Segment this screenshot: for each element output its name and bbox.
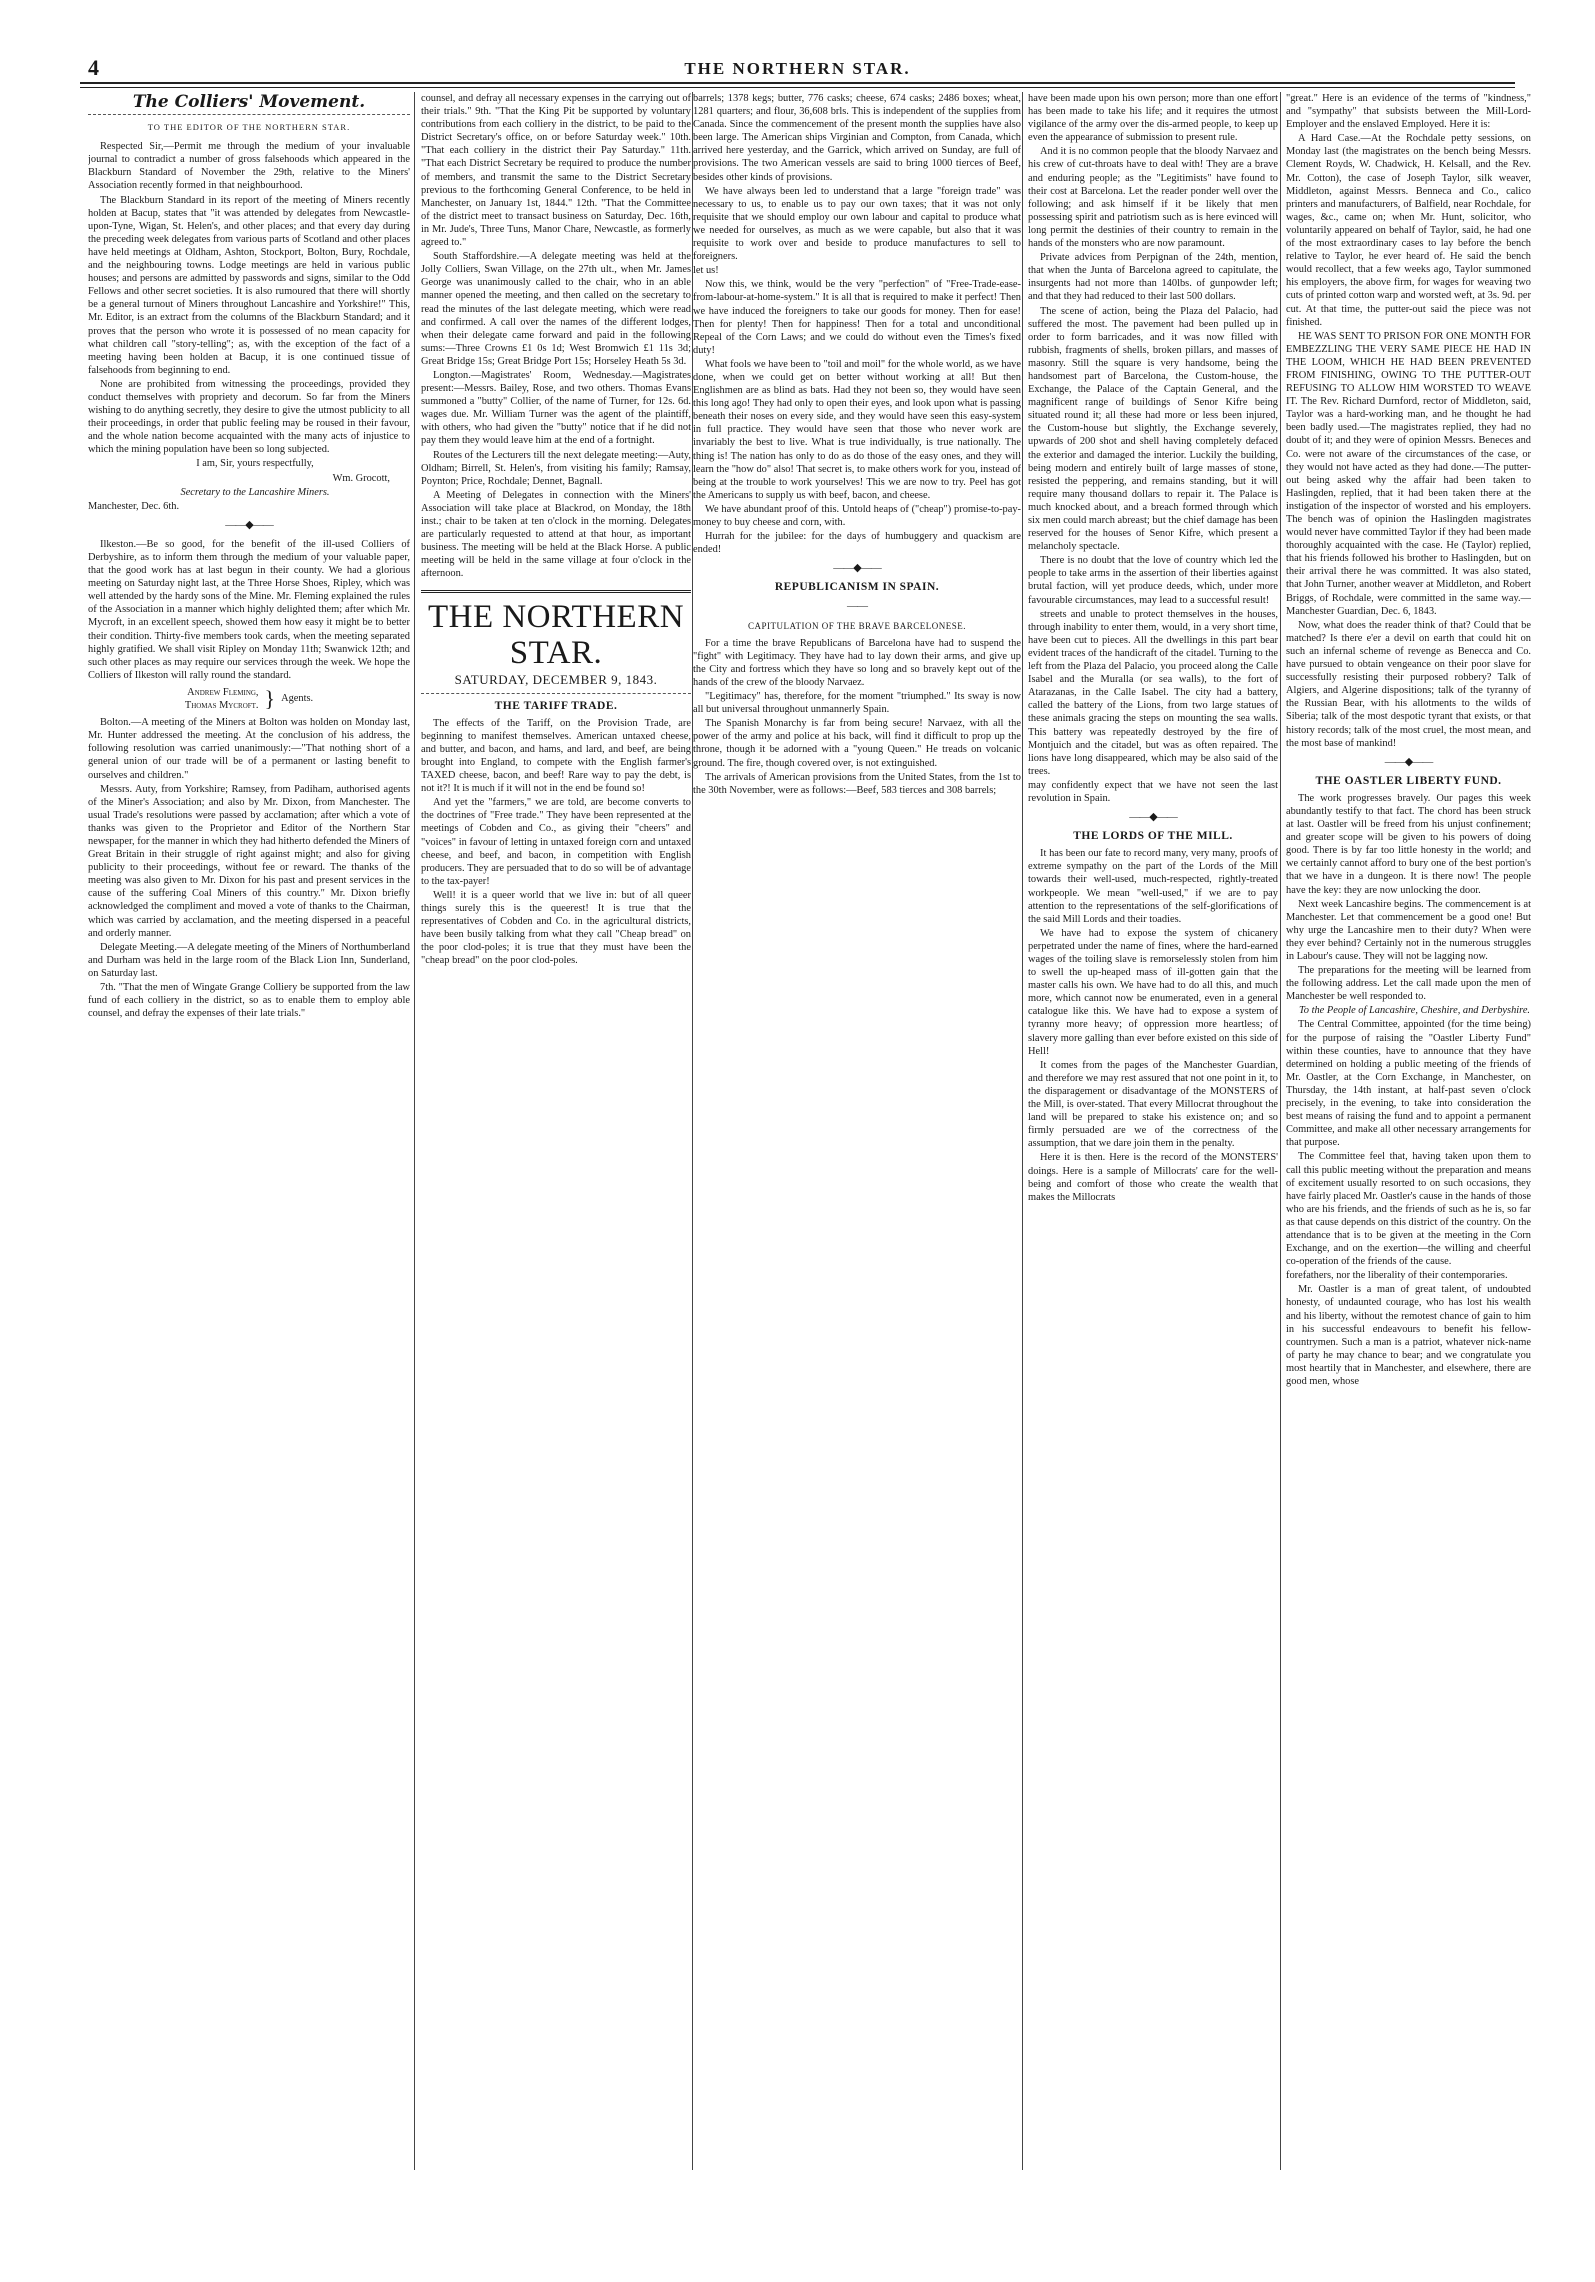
spain-heading: REPUBLICANISM IN SPAIN. — [774, 581, 940, 594]
masthead — [80, 55, 1515, 95]
paragraph: Routes of the Lecturers till the next delegate meeting:—Auty, Oldham; Birrell, St. Helen's, from visiting his family; Ramsay, Poynton; Price, Rochdale; Dennet, Bagnall. — [421, 449, 691, 487]
paragraph: It comes from the pages of the Manchester Guardian, and therefore we may rest assured that not one point in it, to the disparagement or disadvantage of the MONSTERS of the Mill, is over-stated. That every Millocrat throughout the land will be prepared to stake his existence on; and so firmly persuaded are we of the correctness of the assumption, that we dare join them in the penalty. — [1028, 1059, 1278, 1150]
ornament-divider-icon: ——◆—— — [1384, 755, 1433, 768]
agent-name: Thomas Mycroft. — [184, 700, 259, 712]
short-rule: —— — [847, 600, 867, 613]
editorial-title: THE NORTHERN STAR. — [427, 599, 685, 672]
paragraph: Respected Sir,—Permit me through the medium of your invaluable journal to contradict a number of gross falsehoods which appeared in the Blackburn Standard of November the 29th, relative to the Miners' Association recently formed in that neighbourhood. — [88, 141, 410, 192]
paragraph: Mr. Oastler is a man of great talent, of undoubted honesty, of undaunted courage, who has lost his wealth and his liberty, without the remotest chance of gain to him in his successful endeavours to benefit his fellow-countrymen. Such a man is a patriot, whatever nick-name of party he may chance to bear; and we congratulate you most heartily that in Manchester, and elsewhere, there are good men, whose — [1286, 1284, 1531, 1387]
divider — [88, 114, 410, 115]
page-number: 4 — [88, 55, 99, 80]
paragraph: The Central Committee, appointed (for the time being) for the purpose of raising the "Oastler Liberty Fund" within these counties, have to announce that they have determined on holding a public meeting of the friends of Mr. Oastler, at the Corn Exchange, in Manchester, on Thursday, the 14th instant, at half-past seven o'clock precisely, in the evening, to take into consideration the best means of raising the fund and to appoint a permanent Committee, and make all other necessary arrangements for that purpose. — [1286, 1019, 1531, 1149]
agent-name: Andrew Fleming, — [187, 686, 259, 698]
paper-title: THE NORTHERN STAR. — [684, 59, 911, 78]
signoff-name: Wm. Grocott, — [332, 472, 390, 484]
paragraph-ilkeston: Ilkeston.—Be so good, for the benefit of the ill-used Colliers of Derbyshire, as to inform them through the medium of your valuable paper, that the good work has at last begun in their county. We had a glorious meeting on Saturday night last, at the Three Horse Shoes, Ripley, which was well attended by the hardy sons of the Mine. Mr. Fleming explained the rules of the Association in a manner which highly delighted them; after which Mr. Mycroft, in an excellent speech, showed them how easy it might be to better their condition. Thirty-five members took cards, when the meeting separated highly gratified. We shall visit Ripley on Monday 11th; Swanwick 12th; and such other places as may require our services through the week. We hope the Colliers of Ilkeston will rally round the standard. — [88, 538, 410, 681]
paragraph: The effects of the Tariff, on the Provision Trade, are beginning to manifest themselves. American untaxed cheese, and butter, and bacon, and hams, and lard, and beef, are being brought into England, to compete with the English farmer's TAXED cheese, bacon, and beef! Rare way to pay the debt, is not it?! It is much if it will not in the end be found so! — [421, 717, 691, 795]
paragraph-closing: 7th. "That the men of Wingate Grange Colliery be supported from the law fund of each colliery in the district, so as to enable them to employ able counsel, and defray the expenses of their late trials." — [88, 982, 410, 1020]
column-four — [1028, 92, 1278, 2172]
paragraph: The work progresses bravely. Our pages this week abundantly testify to that fact. The chord has been struck at last. Oastler will be freed from his unjust confinement; and greater scope will be given to his powers of doing good. There is by far too little honesty in the world; and we certainly cannot afford to bury one of the best portion's that we have in a dungeon. It is there now! The people have the key: they are now unlocking the door. — [1286, 792, 1531, 896]
paragraph: may confidently expect that we have not seen the last revolution in Spain. — [1028, 779, 1278, 804]
paragraph: barrels; 1378 kegs; butter, 776 casks; cheese, 674 casks; 2486 boxes; wheat, 1281 quarters; and flour, 36,608 brls. This is independent of the supplies from Canada. Since the commencement of the present month the supplies have also been large. The American ships Virginian and Compton, from Canada, which arrived here yesterday, and the Garrick, which arrived on Sunday, are full of provisions. The two American vessels are said to bring 1000 tierces of Beef, besides other kinds of provisions. — [693, 93, 1021, 183]
address-title: To the People of Lancashire, Cheshire, and Derbyshire. — [1298, 1005, 1531, 1017]
paragraph: A Hard Case.—At the Rochdale petty sessions, on Monday last (the magistrates on the bench being Messrs. Clement Royds, W. Chadwick, H. Kelsall, and the Rev. Mr. Cotton), the case of Joseph Taylor, silk weaver, Middleton, against Messrs. Benneca and Co., calico printers and manufacturers, of Balfield, near Rochdale, for wages, &c., came on; when Mr. Hunt, solicitor, who voluntarily appeared on behalf of Taylor, said, he had one of the most extraordinary cases to lay before the bench relative to Taylor, he ever heard of. He said the bench would recollect, that a few weeks ago, Taylor summoned his employers, the above firm, for wages for weaving two cuts of printed cotton warp and worsted weft, at 3s. 9d. per cut. At that time, the putter-out said the piece was not finished. — [1286, 133, 1531, 328]
agents-label: Agents. — [281, 693, 314, 705]
ornament-divider-icon: ——◆—— — [833, 562, 881, 575]
paragraph: HE WAS SENT TO PRISON FOR ONE MONTH FOR EMBEZZLING THE VERY SAME PIECE HE HAD IN THE LOOM, WHICH HE HAD BEEN PREVENTED FROM FINISHING, OWING TO THE PUTTER-OUT REFUSING TO ALLOW HIM WORSTED TO WEAVE IT. The Rev. Richard Durnford, rector of Middleton, said, Taylor was a hard-working man, and he thought he had been badly used.—The magistrates replied, they had no doubt of it; and they were of opinion Messrs. Beneces and Co. were not aware of the circumstances of the case, or they would not have acted as they had done.—The putter-out being asked why the affair had been taken to Haslingden, replied, that it had been taken there at the instigation of the inspector of worsted and his employers. The bench was of opinion the Haslingden magistrates would never have committed Taylor if they had been made thoroughly acquainted with the case. He (Taylor) replied, that his friends followed his brother to Haslingden, but on their arrival there he was committed. It was also stated, that John Turner, another weaver at Middleton, and Robert Briggs, of Rochdale, were committed in the same way.—Manchester Guardian, Dec. 6, 1843. — [1286, 330, 1531, 617]
paragraph: "great." Here is an evidence of the terms of "kindness," and "sympathy" that subsists between the Mill-Lord-Employer and the enslaved Employed. Here it is: — [1286, 93, 1531, 131]
masthead-rule — [80, 82, 1515, 88]
paragraph: Next week Lancashire begins. The commencement is at Manchester. Let that commencement be a good one! But why urge the Lancashire men to their duty? When were they ever behind? Certainly not in the numerous struggles in Labour's cause. They will not be lagging now. — [1286, 898, 1531, 962]
editorial-date: SATURDAY, DECEMBER 9, 1843. — [454, 672, 658, 688]
section-title: The Colliers' Movement. — [132, 92, 366, 112]
column-colliers-movement — [88, 92, 410, 2172]
letter-heading: TO THE EDITOR OF THE NORTHERN STAR. — [147, 122, 351, 133]
oastler-heading: THE OASTLER LIBERTY FUND. — [1315, 774, 1502, 787]
paragraph: A Meeting of Delegates in connection with the Miners' Association will take place at Blackrod, on Monday, the 18th inst.; chair to be taken at ten o'clock in the morning. Delegates are particularly requested to attend at that hour, as important business. The meeting will be held at the Black Horse. A public meeting will be held in the same village at four o'clock in the afternoon. — [421, 489, 691, 580]
paragraph-bolton: Bolton.—A meeting of the Miners at Bolton was holden on Monday last, Mr. Hunter addressed the meeting. At the conclusion of his address, the following resolution was carried unanimously:—"That nothing short of a general union of our trade will be of a permanent or lasting benefit to ourselves and children." — [88, 717, 410, 781]
paragraph-delegate-meeting: Delegate Meeting.—A delegate meeting of the Miners of Northumberland and Durham was held in the large room of the Black Lion Inn, Sunderland, on Saturday last. — [88, 941, 410, 979]
ornament-divider-icon: ——◆—— — [1129, 811, 1177, 824]
paragraph: And yet the "farmers," we are told, are become converts to the doctrines of "Free trade." They have been represented at the meetings of Cobden and Co., as giving their "cheers" and "voices" in favour of letting in untaxed foreign corn and untaxed cheese, and beef, and bacon, in competition with English producers. They are persuaded that to do so will be of advantage to the tax-payer! — [421, 797, 691, 887]
paragraph: For a time the brave Republicans of Barcelona have had to suspend the "fight" with Legitimacy. They have had to lay down their arms, and give up the City and fortress which they have so long and so bravely kept out of the hands of the crew of the bloody Narvaez. — [693, 637, 1021, 688]
paragraph: The Committee feel that, having taken upon them to call this public meeting without the preparation and means of excitement usually resorted to on such occasions, they have fairly placed Mr. Oastler's cause in the hands of those who are his friends, and the friends of such as he is, so far as that cause depends on this district of the country. On the attendance that is to be given at the meeting in the Corn Exchange, and on the exertion—the willing and cheerful co-operation of the friends of the cause. — [1286, 1151, 1531, 1268]
column-three — [693, 92, 1021, 2172]
paragraph: There is no doubt that the love of country which led the people to take arms in the assertion of their liberties against brutal faction, will yet produce deeds, which, under more favourable circumstances, may lead to a successful result! — [1028, 555, 1278, 606]
paragraph: The preparations for the meeting will be learned from the following address. Let the call made upon the men of Manchester be well responded to. — [1286, 965, 1531, 1003]
paragraph: None are prohibited from witnessing the proceedings, provided they conduct themselves with propriety and decorum. So far from the Miners wishing to do anything secretly, they desire to give the utmost publicity to all their proceedings, in order that public feeling may be roused in their favour, and the whole nation become acquainted with the many acts of injustice to which the mining population have been so long subjected. — [88, 378, 410, 456]
paragraph: let us! — [693, 265, 719, 277]
brace-icon: } — [264, 686, 276, 712]
paragraph: We have abundant proof of this. Untold heaps of ("cheap") promise-to-pay-money to buy cheese and corn, with. — [693, 503, 1021, 528]
column-two — [421, 92, 691, 2172]
paragraph: Well! it is a queer world that we live in: but of all queer things surely this is the queerest! It is true that the representatives of Cobden and Co. in the agricultural districts, have been busily talking from what they call "Cheap bread" on the poor clod-poles; it is true that they must have been the "cheap bread" on the poor clod-poles. — [421, 889, 691, 967]
paragraph: forefathers, nor the liberality of their contemporaries. — [1286, 1270, 1508, 1282]
paragraph: The arrivals of American provisions from the United States, from the 1st to the 30th November, were as follows:—Beef, 583 tierces and 308 barrels; — [693, 771, 1021, 796]
paragraph: We have always been led to understand that a large "foreign trade" was necessary to us, to enable us to pay our own taxes; that it was not only requisite that we should employ our own labour and capital to produce what we needed for ourselves, as much as we were capable, but also that it was requisite to work over and beside to produce manufactures to sell to foreigners. — [693, 185, 1021, 263]
divider — [421, 693, 691, 694]
signoff-place-date: Manchester, Dec. 6th. — [88, 500, 180, 512]
agents-block — [88, 686, 410, 712]
paragraph-meeting-report: Messrs. Auty, from Yorkshire; Ramsey, from Padiham, authorised agents of the Miner's Association; and also by Mr. Dixon, from Manchester. The usual Trade's resolutions were passed by acclamation; after which a vote of thanks was given to the Proprietor and Editor of the Northern Star newspaper, for the manner in which they had hitherto defended the Miners of Great Britain in their struggle of right against might; and also for giving publicity to their proceedings, without fee or reward. The thanks of the meeting was also given to Mr. Dixon for his past and present services in the cause of the suffering Coal Miners of this country." Mr. Dixon briefly acknowledged the compliment and moved a vote of thanks to the Chairman, which was carried by acclamation, and the meeting dispersed in a peaceful and orderly manner. — [88, 783, 410, 939]
paragraph: Private advices from Perpignan of the 24th, mention, that when the Junta of Barcelona agreed to capitulate, the insurgents had not more than 140lbs. of gunpowder left; and that they had reduced to their last 500 dollars. — [1028, 252, 1278, 303]
paragraph: Longton.—Magistrates' Room, Wednesday.—Magistrates present:—Messrs. Bailey, Rose, and two others. Thomas Evans summoned a "butty" Collier, of the name of Turner, for 12s. 6d. wages due. Mr. William Turner was the agent of the plaintiff, with others, who had given the "butty" notice that if he did not pay them they would leave him at the end of a fortnight. — [421, 369, 691, 447]
paragraph: Hurrah for the jubilee: for the days of humbuggery and quackism are ended! — [693, 531, 1021, 556]
tariff-heading: THE TARIFF TRADE. — [494, 699, 618, 712]
paragraph: Here it is then. Here is the record of the MONSTERS' doings. Here is a sample of Millocrats' care for the well-being and comfort of those who create the wealth that makes the Millocrats — [1028, 1152, 1278, 1203]
column-five — [1286, 92, 1531, 2172]
spain-subheading: CAPITULATION OF THE BRAVE BARCELONESE. — [748, 620, 966, 631]
paragraph: streets and unable to protect themselves in the houses, through inability to enter them, would, in a very short time, have been cut to pieces. All the dwellings in this part bear evident traces of the handicraft of the citadel. Turning to the left from the Plaza del Palacio, you proceed along the Calle Isabel and the Muralla (or sea walls), to the fort of Atarazanas, in the Calle Isabel. The city had a battery, called the battery of the Lions, from two large statues of these animals gracing the steps on mounting the sea walls. This battery was repeatedly destroyed by the fire of Montjuich and the citadel, but was as often repaired. The lions have long disappeared, which may be also said of the trees. — [1028, 608, 1278, 777]
paragraph: And it is no common people that the bloody Narvaez and his crew of cut-throats have to deal with! They are a brave and enduring people; as the "Legitimists" have found to their cost at Barcelona. Let the reader ponder well over the following; and ask himself if it be likely that men possessing spirit and patriotism such as is here evinced will long permit the destinies of their country to remain in the hands of the monsters who are now paramount. — [1028, 146, 1278, 250]
paragraph: counsel, and defray all necessary expenses in the carrying out of their trials." 9th. "That the King Pit be supported by voluntary contributions from each colliery in the district, to be paid to the District Secretary's office, on or before Saturday week." 10th. "That each colliery in the district their Pay Saturday." 11th. "That each District Secretary be required to produce the number of members, and transmit the same to the District Secretary previous to the forthcoming General Conference, to be held in Manchester, on January 1st, 1844." 12th. "That the Committee of the district meet to transact business on Saturday, Dec. 16th, in Mr. Jude's, Three Tuns, Manor Chare, Newcastle, as formerly agreed to." — [421, 93, 691, 249]
paragraph: have been made upon his own person; more than one effort has been made to take his life; and it requires the utmost vigilance of the army over the dis-armed people, to keep up even the appearance of submission to present rule. — [1028, 93, 1278, 144]
signoff-closing: I am, Sir, yours respectfully, — [196, 458, 314, 470]
editorial-banner — [421, 590, 691, 686]
paragraph: The Spanish Monarchy is far from being secure! Narvaez, with all the power of the army and police at his back, will find it difficult to prop up the throne, though it be adorned with a "young Queen." He treads on volcanic ground. The fire, though covered over, is not extinguished. — [693, 718, 1021, 769]
page-columns — [88, 92, 1588, 2172]
paragraph: The Blackburn Standard in its report of the meeting of Miners recently holden at Bacup, states that "it was attended by delegates from Newcastle-upon-Tyne, Wigan, St. Helen's, and other places; and that every day during the preceding week delegates from various parts of Scotland and other places have held meetings at Oldham, Ashton, Stockport, Bolton, Bury, Rochdale, and the neighbouring towns. Lodge meetings are held in various public houses; and persons are admitted by passwords and signs, similar to the Odd Fellows and other secret societies. It is also rumoured that there will shortly be a general turnout of Miners throughout Lancashire and Yorkshire!" This, Mr. Editor, is an extract from the columns of the Blackburn Standard; and it proves that the person who wrote it is possessed of no mean capacity for what children call "story-telling"; as, with the exception of the fact of a meeting having been holden at Bacup, it is one continued tissue of falsehoods from beginning to end. — [88, 194, 410, 376]
paragraph: South Staffordshire.—A delegate meeting was held at the Jolly Colliers, Swan Village, on the 27th ult., when Mr. James George was unanimously called to the chair, who in an able manner opened the meeting, and then called on the secretary to read the minutes of the last delegate meeting, which were read and confirmed. A call over the names of the different lodges, when their delegate came forward and paid in the following sums:—Three Crowns £1 0s 1d; West Bromwich £1 11s 3d; Great Bridge 15s; Great Bridge Port 15s; Horseley Heath 5s 3d. — [421, 251, 691, 367]
paragraph: "Legitimacy" has, therefore, for the moment "triumphed." Its sway is now all but universal throughout unmannerly Spain. — [693, 691, 1021, 716]
mill-heading: THE LORDS OF THE MILL. — [1073, 830, 1233, 843]
paragraph: What fools we have been to "toil and moil" for the whole world, as we have done, when we could get on better without working at all! But then Englishmen are as blind as bats. Had they not been so, they would have seen this long ago! They had only to open their eyes, and look upon what is passing beneath their noses on every side, and they would have seen this easy-system in full practice. They would have seen that those who never work are invariably the best to live. What is true individually, is true nationally. The thing is! The nation has only to do as do those of the easy ones, and they will learn the "how do" also! That secret is, to make others work for you, instead of being at the trouble to work yourselves! This we are now to try. Peel has got the Americans to supply us with beef, bacon, and cheese. — [693, 358, 1021, 501]
paragraph: Now, what does the reader think of that? Could that be matched? Is there e'er a devil on earth that could hit on such an infernal scheme of revenge as Benecca and Co. have pursued to obtain vengeance on their poor slave for successfully resisting their purposed robbery? Talk of Algiers, and Algerine dispositions; talk of the tyranny of the Russian Bear, with his allotments to the wilds of Siberia; talk of the most despotic tyrant that exists, or that history records; talk of the most cruel, the most mean, and the most base of mankind! — [1286, 619, 1531, 749]
paragraph: The scene of action, being the Plaza del Palacio, had suffered the most. The pavement had been pulled up in order to form barricades, and it was now filled with rubbish, fragments of shells, broken pillars, and masses of masonry. Still the square is very handsome, being the handsomest part of Barcelona, the Custom-house, the Exchange, the Palace of the Captain General, and the magnificent range of buildings of Senor Kifre being situated round it; all these had more or less been injured, the Custom-house but slightly, the Exchange severely, upwards of 200 shot and shell having completely defaced the exterior and damaged the interior. Luckily the building, being modern and entirely built of large masses of stone, resisted the peppering, and remains standing, but it will require many thousand dollars to repair it. The Palace is much knocked about, and a breach formed through which six men could march abreast; but the chief damage has been reserved for the houses of Senor Kifre, which present a melancholy spectacle. — [1028, 305, 1278, 553]
paragraph: It has been our fate to record many, very many, proofs of extreme sympathy on the part of the Lords of the Mill towards their well-used, much-respected, rightly-treated workpeople. We mean "well-used," if we are to pay attention to the representations of the self-glorifications of the said Mill Lords and their toadies. — [1028, 848, 1278, 925]
paragraph: Now this, we think, would be the very "perfection" of "Free-Trade-ease-from-labour-at-home-system." It is all that is required to make it perfect! Then we have induced the foreigners to take our goods for money. Then for ease! Then for plenty! Then for happiness! Then for a total and unconditional Repeal of the Corn Laws; and we could do without even the Times's fixed duty! — [693, 279, 1021, 356]
paragraph: We have had to expose the system of chicanery perpetrated under the name of fines, where the hard-earned wages of the toiling slave is remorselessly stolen from him to swell the up-heaped mass of ill-gotten gain that the master calls his own. We have had to do all this, and much more, which cannot now be enumerated, even in a general catalogue like this. We have had to expose a system of tyranny more heavy; of oppression more heartless; of slavery more galling than ever before existed on this side of Hell! — [1028, 927, 1278, 1057]
signoff-title: Secretary to the Lancashire Miners. — [180, 486, 330, 498]
ornament-divider-icon: ——◆—— — [225, 518, 273, 531]
